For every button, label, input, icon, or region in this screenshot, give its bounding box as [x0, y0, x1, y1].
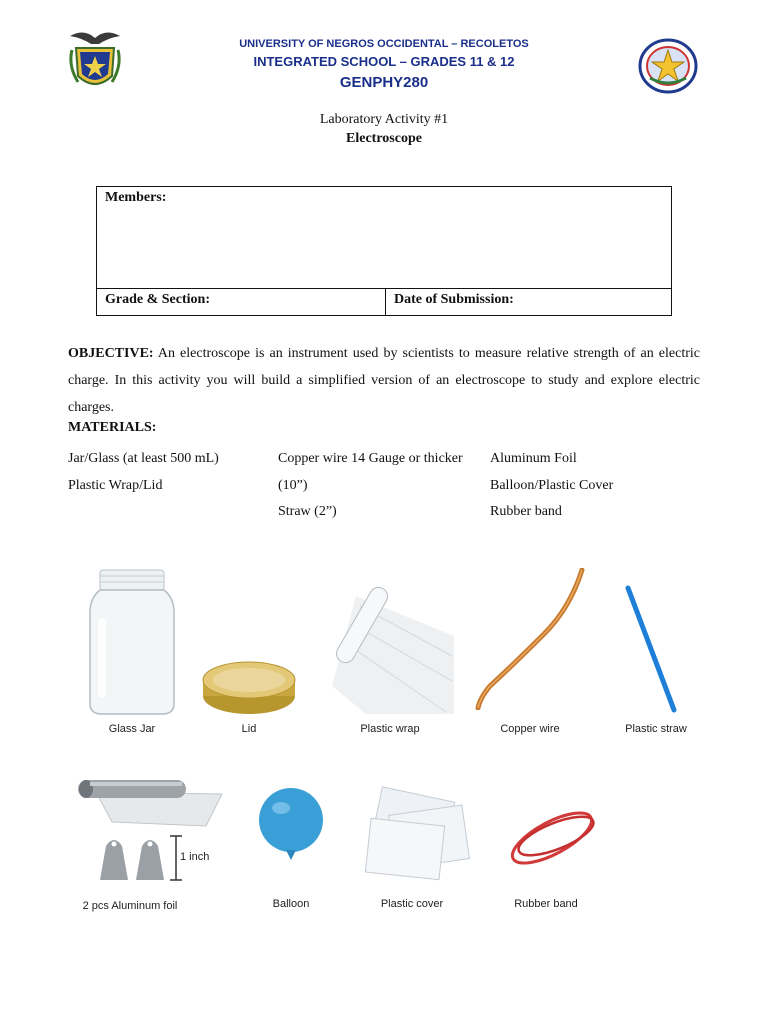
plastic-cover-caption: Plastic cover: [380, 898, 444, 910]
balloon-image: [256, 786, 326, 866]
objective-label: OBJECTIVE:: [68, 346, 154, 361]
date-submission-label: Date of Submission:: [394, 292, 514, 307]
materials-heading: MATERIALS:: [68, 420, 157, 435]
material-item: Straw (2”): [278, 504, 337, 519]
school-name: INTEGRATED SCHOOL – GRADES 11 & 12: [253, 54, 515, 69]
member-info-table: [96, 186, 672, 316]
glass-jar-image: [86, 568, 178, 716]
copper-wire-image: [474, 568, 586, 710]
objective-text: An electroscope is an instrument used by scientists to measure relative strength of an electric charge. In this activity you will build a simplified version of an electroscope to study and explore electric charges.: [68, 346, 700, 415]
material-item: Plastic Wrap/Lid: [68, 477, 163, 493]
glass-jar-caption: Glass Jar: [108, 723, 156, 735]
copper-wire-caption: Copper wire: [500, 723, 560, 735]
grade-section-field[interactable]: [97, 289, 386, 316]
rubber-band-caption: Rubber band: [514, 898, 578, 910]
balloon-caption: Balloon: [272, 898, 310, 910]
material-item: Rubber band: [490, 504, 562, 519]
plastic-wrap-image: [326, 586, 454, 714]
members-label: Members:: [105, 190, 167, 205]
rubber-band-image: [504, 802, 604, 872]
aluminum-foil-caption: 2 pcs Aluminum foil: [82, 900, 178, 912]
materials-column-1: [68, 446, 278, 499]
date-submission-field[interactable]: [386, 289, 672, 316]
material-item: Aluminum Foil: [490, 451, 577, 466]
lid-caption: Lid: [241, 723, 257, 735]
material-item: (10”): [278, 477, 308, 493]
foil-size-label: 1 inch: [180, 851, 210, 863]
activity-number: Laboratory Activity #1: [319, 112, 449, 127]
lid-image: [200, 658, 298, 716]
grade-section-label: Grade & Section:: [105, 292, 210, 307]
course-code: GENPHY280: [339, 74, 429, 91]
plastic-wrap-caption: Plastic wrap: [360, 723, 420, 735]
plastic-straw-caption: Plastic straw: [625, 723, 687, 735]
plastic-straw-image: [620, 584, 680, 714]
university-name: UNIVERSITY OF NEGROS OCCIDENTAL – RECOLETOS: [239, 38, 529, 50]
plastic-cover-image: [348, 786, 488, 884]
materials-column-3: [490, 446, 700, 526]
activity-title: Electroscope: [346, 131, 422, 146]
material-item: Copper wire 14 Gauge or thicker: [278, 451, 463, 466]
material-item: Balloon/Plastic Cover: [490, 477, 614, 493]
aluminum-foil-image: [76, 772, 226, 832]
objective-paragraph: [68, 340, 700, 421]
members-field[interactable]: [97, 187, 672, 289]
materials-column-2: [278, 446, 488, 526]
material-item: Jar/Glass (at least 500 mL): [68, 451, 219, 466]
